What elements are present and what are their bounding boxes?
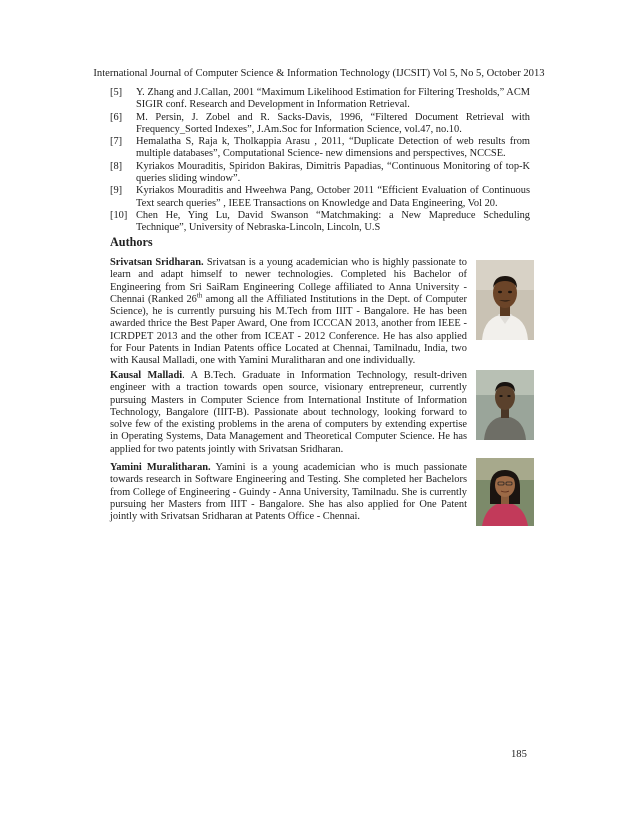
reference-number: [8] bbox=[110, 160, 123, 172]
ordinal-superscript: th bbox=[196, 291, 203, 300]
references-list bbox=[110, 87, 530, 235]
author-bio-text: among all the Affiliated Institutions in the Dept. of Computer Science), he is currently pursuing his M.Tech from IIIT - Bangalore. He has been awarded thrice the Best Paper Award, One from ICCCAN 2013, another from IEEE - ICRDPET 2013 and the other from ICEAT - 2012 Conference. He has also applied for Four Patents in Indian Patents office Located at Chennai, Tamilnadu, India, two with Kausal Malladi, one with Yamini Muralitharan and one individually. bbox=[110, 293, 467, 367]
author-photo-image bbox=[476, 458, 534, 526]
author-photo-yamini bbox=[476, 458, 534, 526]
author-name: Yamini Muralitharan. bbox=[110, 462, 211, 473]
author-name: Kausal Malladi bbox=[110, 370, 183, 381]
author-bio-srivatsan bbox=[110, 257, 467, 368]
author-photo-image bbox=[476, 260, 534, 340]
author-photo-srivatsan bbox=[476, 260, 534, 340]
page-number: 185 bbox=[511, 749, 527, 760]
reference-item bbox=[110, 112, 530, 137]
author-bio-yamini bbox=[110, 462, 467, 523]
reference-number: [10] bbox=[110, 209, 128, 221]
reference-text: M. Persin, J. Zobel and R. Sacks-Davis, 1996, “Filtered Document Retrieval with Frequency_Sorted Indexes”, J.Am.Soc for Information Science, vol.47, no.10. bbox=[136, 111, 530, 135]
reference-item bbox=[110, 87, 530, 112]
reference-item bbox=[110, 136, 530, 161]
reference-text: Kyriakos Mouraditis, Spiridon Bakiras, Dimitris Papadias, “Continuous Monitoring of top-K queries sliding window”. bbox=[136, 160, 530, 185]
author-bio-kausal bbox=[110, 370, 467, 456]
reference-number: [9] bbox=[110, 185, 123, 197]
reference-text: Chen He, Ying Lu, David Swanson “Matchmaking: a New Mapreduce Scheduling Technique”, University of Nebraska-Lincoln, Lincoln, U.S bbox=[136, 209, 530, 234]
reference-item bbox=[110, 161, 530, 186]
authors-heading: Authors bbox=[110, 235, 153, 249]
reference-item bbox=[110, 210, 530, 235]
author-bio-text: Yamini is a young academician who is much passionate towards research in Software Engineering and Testing. She completed her Bachelors from College of Engineering - Guindy - Anna University, Tamilnadu. She is currently pursuing her Masters from IIIT - Bangalore. She has also applied for One Patent jointly with Srivatsan Sridharan at Patents Office - Chennai. bbox=[110, 462, 468, 523]
reference-text: Hemalatha S, Raja k, Tholkappia Arasu , 2011, “Duplicate Detection of web results from multiple databases”, Computational Science- new dimensions and perspectives, NCCSE. bbox=[136, 136, 530, 160]
reference-text: Kyriakos Mouraditis and Hweehwa Pang, October 2011 “Efficient Evaluation of Continuous Text search queries” , IEEE Transactions on Knowledge and Data Engineering, Vol 20. bbox=[136, 185, 530, 209]
author-bio-text: . A B.Tech. Graduate in Information Technology, result-driven engineer with a traction towards open source, visionary entrepreneur, currently pursuing Masters in Computer Science from International Institute of Information Technology, Bangalore (IIIT-B). Passionate about technology, looking forward to solve few of the existing problems in the arena of computers by extending expertise in Operating Systems, Data Management and Theoretical Computer Science. He has applied for two patents jointly with Srivatsan Sridharan. bbox=[110, 370, 467, 455]
reference-text: Y. Zhang and J.Callan, 2001 “Maximum Likelihood Estimation for Filtering Tresholds,” ACM SIGIR conf. Research and Development in Information Retrieval. bbox=[136, 87, 530, 111]
journal-header: International Journal of Computer Science & Information Technology (IJCSIT) Vol 5, No 5, October 2013 bbox=[93, 68, 545, 79]
reference-item bbox=[110, 185, 530, 210]
author-name: Srivatsan Sridharan. bbox=[110, 257, 204, 268]
reference-number: [6] bbox=[110, 111, 123, 123]
author-photo-image bbox=[476, 370, 534, 440]
reference-number: [7] bbox=[110, 136, 123, 148]
author-bio-text: Srivatsan is a young academician who is highly passionate to learn and adapt himself to newer technologies. Completed his Bachelor of Engineering from Sri SaiRam Engineering College affiliated to Anna University - Chennai (Ranked 26 bbox=[110, 257, 467, 305]
author-photo-kausal bbox=[476, 370, 534, 440]
reference-number: [5] bbox=[110, 87, 123, 98]
